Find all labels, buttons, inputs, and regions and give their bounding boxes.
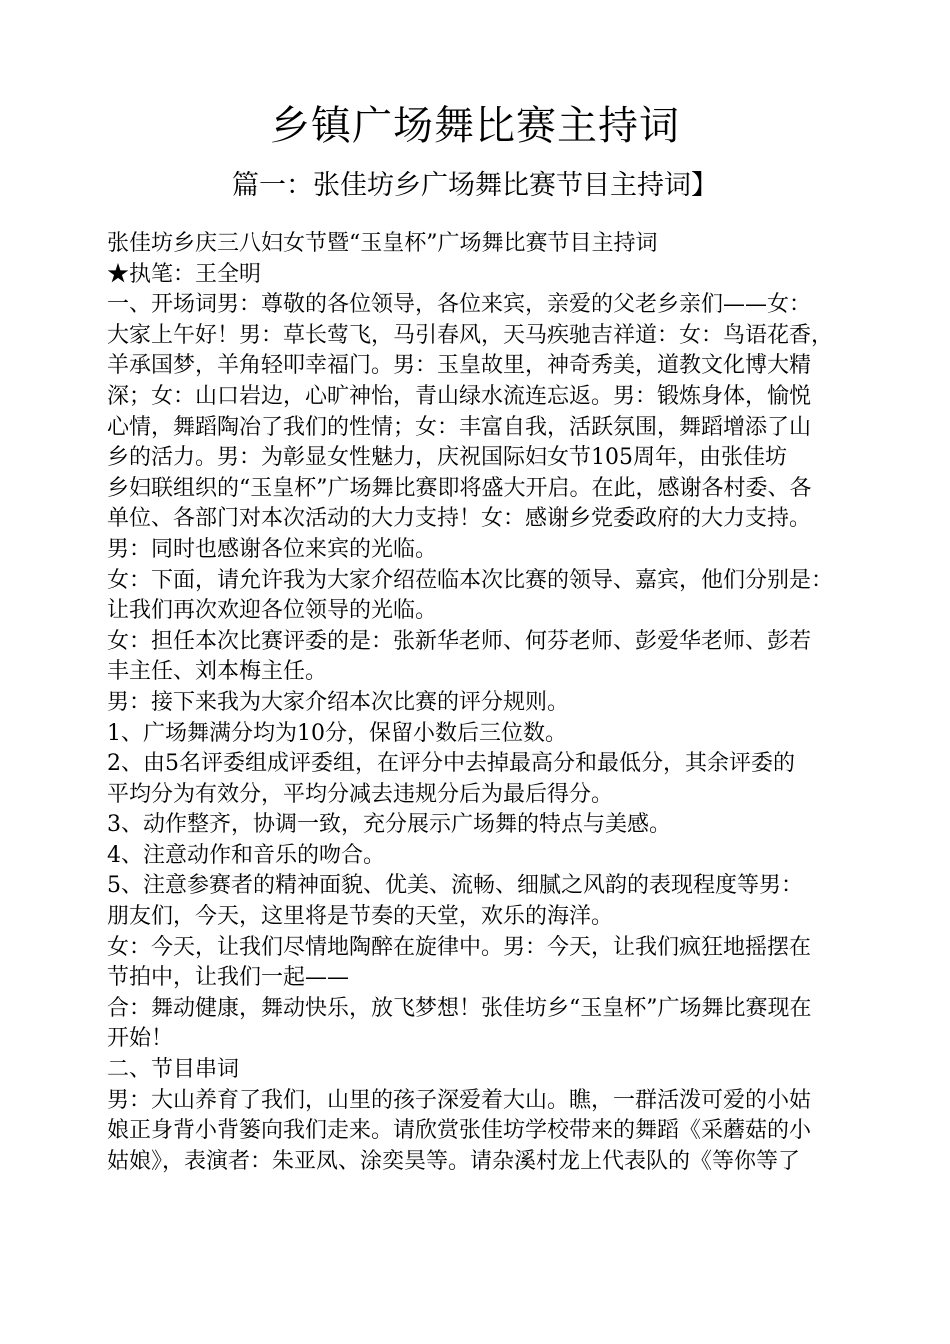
text-line: 姑娘》，表演者：朱亚凤、涂奕昊等。请杂溪村龙上代表队的《等你等了 <box>107 1148 801 1174</box>
text-line: 平均分为有效分，平均分减去违规分后为最后得分。 <box>107 781 614 807</box>
text-line: 心情，舞蹈陶冶了我们的性情；女：丰富自我，活跃氛围，舞蹈增添了山 <box>107 414 812 440</box>
document-subtitle: 篇一：张佳坊乡广场舞比赛节目主持词】 <box>232 170 718 201</box>
text-line: 乡妇联组织的“玉皇杯”广场舞比赛即将盛大开启。在此，感谢各村委、各 <box>107 475 812 501</box>
text-line: 让我们再次欢迎各位领导的光临。 <box>107 598 438 624</box>
text-line: 张佳坊乡庆三八妇女节暨“玉皇杯”广场舞比赛节目主持词 <box>107 231 658 256</box>
text-line: 丰主任、刘本梅主任。 <box>107 659 328 685</box>
text-line: 朋友们，今天，这里将是节奏的天堂，欢乐的海洋。 <box>107 904 614 930</box>
text-line: 2、由5名评委组成评委组，在评分中去掉最高分和最低分，其余评委的 <box>107 751 795 777</box>
text-line: 女：担任本次比赛评委的是：张新华老师、何芬老师、彭爱华老师、彭若 <box>107 628 812 654</box>
text-line: 4、注意动作和音乐的吻合。 <box>107 842 385 868</box>
text-line: 开始！ <box>107 1026 174 1052</box>
text-line: 女：下面，请允许我为大家介绍莅临本次比赛的领导、嘉宾，他们分别是： <box>107 567 834 593</box>
text-line: 乡的活力。男：为彰显女性魅力，庆祝国际妇女节105周年，由张佳坊 <box>107 445 787 471</box>
text-line: ★执笔：王全明 <box>107 261 262 287</box>
text-line: 男：大山养育了我们，山里的孩子深爱着大山。瞧，一群活泼可爱的小姑 <box>107 1087 812 1113</box>
text-line: 节拍中，让我们一起—— <box>107 965 350 991</box>
text-line: 5、注意参赛者的精神面貌、优美、流畅、细腻之风韵的表现程度等男： <box>107 873 803 899</box>
text-line: 深；女：山口岩边，心旷神怡，青山绿水流连忘返。男：锻炼身体，愉悦 <box>107 383 812 409</box>
text-line: 男：同时也感谢各位来宾的光临。 <box>107 536 438 562</box>
text-line: 娘正身背小背篓向我们走来。请欣赏张佳坊学校带来的舞蹈《采蘑菇的小 <box>107 1118 812 1144</box>
text-line: 二、节目串词 <box>107 1057 240 1083</box>
text-line: 女：今天，让我们尽情地陶醉在旋律中。男：今天，让我们疯狂地摇摆在 <box>107 934 812 960</box>
text-line: 羊承国梦，羊角轻叩幸福门。男：玉皇故里，神奇秀美，道教文化博大精 <box>107 353 812 379</box>
text-line: 合：舞动健康，舞动快乐，放飞梦想！张佳坊乡“玉皇杯”广场舞比赛现在 <box>107 995 812 1021</box>
text-line: 1、广场舞满分均为10分，保留小数后三位数。 <box>107 720 567 746</box>
text-line: 一、开场词男：尊敬的各位领导，各位来宾，亲爱的父老乡亲们——女： <box>107 292 812 318</box>
text-line: 3、动作整齐，协调一致，充分展示广场舞的特点与美感。 <box>107 812 671 838</box>
text-line: 男：接下来我为大家介绍本次比赛的评分规则。 <box>107 689 570 715</box>
text-line: 单位、各部门对本次活动的大力支持！女：感谢乡党委政府的大力支持。 <box>107 506 812 532</box>
text-line: 大家上午好！男：草长莺飞，马引春风，天马疾驰吉祥道：女：鸟语花香， <box>107 322 834 348</box>
document-title: 乡镇广场舞比赛主持词 <box>270 103 680 149</box>
document-body <box>107 229 867 1177</box>
